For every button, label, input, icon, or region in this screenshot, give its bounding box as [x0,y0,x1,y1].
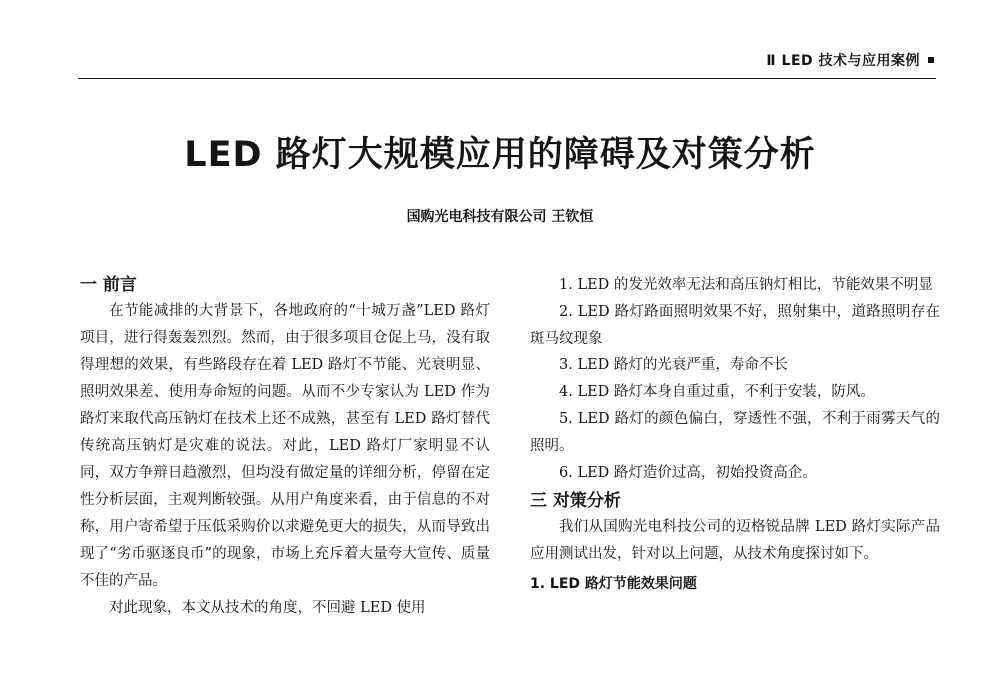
subsection-heading-energy-saving: 1. LED 路灯节能效果问题 [530,575,697,592]
countermeasures-paragraph: 我们从国购光电科技公司的迈格锐品牌 LED 路灯实际产品应用测试出发，针对以上问题，从技术角度探讨如下。 [530,519,940,563]
section-heading-countermeasures: 三 对策分析 [530,491,621,512]
article-byline: 国购光电科技有限公司 王钦恒 [406,209,594,225]
article-title: LED 路灯大规模应用的障碍及对策分析 [184,135,816,175]
intro-paragraph: 在节能减排的大背景下，各地政府的“十城万盏”LED 路灯项目，进行得轰轰烈烈。然而，由于很多项目仓促上马，没有取得理想的效果，有些路段存在着 LED 路灯不节能、光衰明显、照明效果差、使用寿命短的问题。从而不少专家认为 LED 作为路灯来取代高压钠灯在技术上还不成熟，甚至有 LED 路灯替代传统高压钠灯是灾难的说法。对此，LED 路灯厂家明显不认同，双方争辩日趋激烈，但均没有做定量的详细分析，停留在定性分析层面，主观判断较强。从用户角度来看，由于信息的不对称，用户寄希望于压低采购价以求避免更大的损失，从而导致出现了“劣币驱逐良币”的现象，市场上充斥着大量夸大宣传、质量不佳的产品。 [80,303,490,589]
problem-item-1: 1. LED 的发光效率无法和高压钠灯相比，节能效果不明显 [559,277,933,293]
running-header [766,50,934,70]
header-rule [78,78,936,79]
problem-item-3: 3. LED 路灯的光衰严重，寿命不长 [559,357,788,374]
intro-paragraph-continued: 对此现象，本文从技术的角度，不回避 LED 使用 [109,600,426,616]
problem-item-6: 6. LED 路灯造价过高，初始投资高企。 [559,464,817,481]
square-bullet-icon [928,57,934,63]
problem-item-4: 4. LED 路灯本身自重过重，不利于安装，防风。 [559,384,875,401]
problem-item-5: 5. LED 路灯的颜色偏白，穿透性不强，不利于雨雾天气的照明。 [530,410,940,454]
problem-item-2: 2. LED 路灯路面照明效果不好，照射集中，道路照明存在斑马纹现象 [530,303,940,347]
running-title: Ⅱ LED 技术与应用案例 [766,53,920,69]
left-column [80,272,490,622]
right-column [530,272,940,596]
section-heading-introduction: 一 前言 [80,275,137,295]
